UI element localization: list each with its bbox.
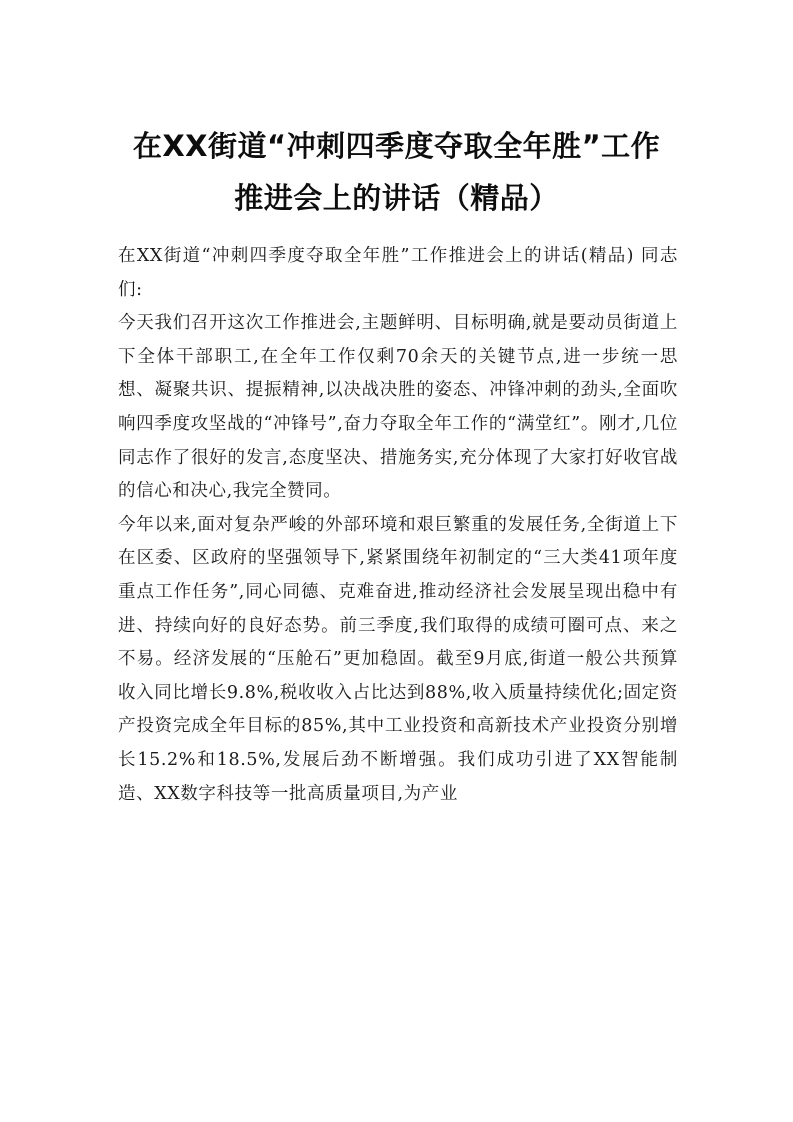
title-line-1: 在XX街道“冲刺四季度夺取全年胜”工作 bbox=[132, 129, 661, 163]
document-body bbox=[118, 240, 678, 811]
paragraph-heading: 在XX街道“冲刺四季度夺取全年胜”工作推进会上的讲话(精品) 同志们: bbox=[118, 246, 678, 300]
paragraph-intro: 今天我们召开这次工作推进会,主题鲜明、目标明确,就是要动员街道上下全体干部职工,在全年工作仅剩70余天的关键节点,进一步统一思想、凝聚共识、提振精神,以决战决胜的姿态、冲锋冲刺的劲头,全面吹响四季度攻坚战的“冲锋号”,奋力夺取全年工作的“满堂红”。刚才,几位同志作了很好的发言,态度坚决、措施务实,充分体现了大家打好收官战的信心和决心,我完全赞同。 bbox=[118, 313, 678, 502]
paragraph-achievements: 今年以来,面对复杂严峻的外部环境和艰巨繁重的发展任务,全街道上下在区委、区政府的坚强领导下,紧紧围绕年初制定的“三大类41项年度重点工作任务”,同心同德、克难奋进,推动经济社会发展呈现出稳中有进、持续向好的良好态势。前三季度,我们取得的成绩可圈可点、来之不易。经济发展的“压舱石”更加稳固。截至9月底,街道一般公共预算收入同比增长9.8%,税收收入占比达到88%,收入质量持续优化;固定资产投资完成全年目标的85%,其中工业投资和高新技术产业投资分别增长15.2%和18.5%,发展后劲不断增强。我们成功引进了XX智能制造、XX数字科技等一批高质量项目,为产业 bbox=[118, 514, 678, 804]
document-title bbox=[100, 120, 693, 224]
title-line-2: 推进会上的讲话（精品） bbox=[234, 181, 559, 215]
